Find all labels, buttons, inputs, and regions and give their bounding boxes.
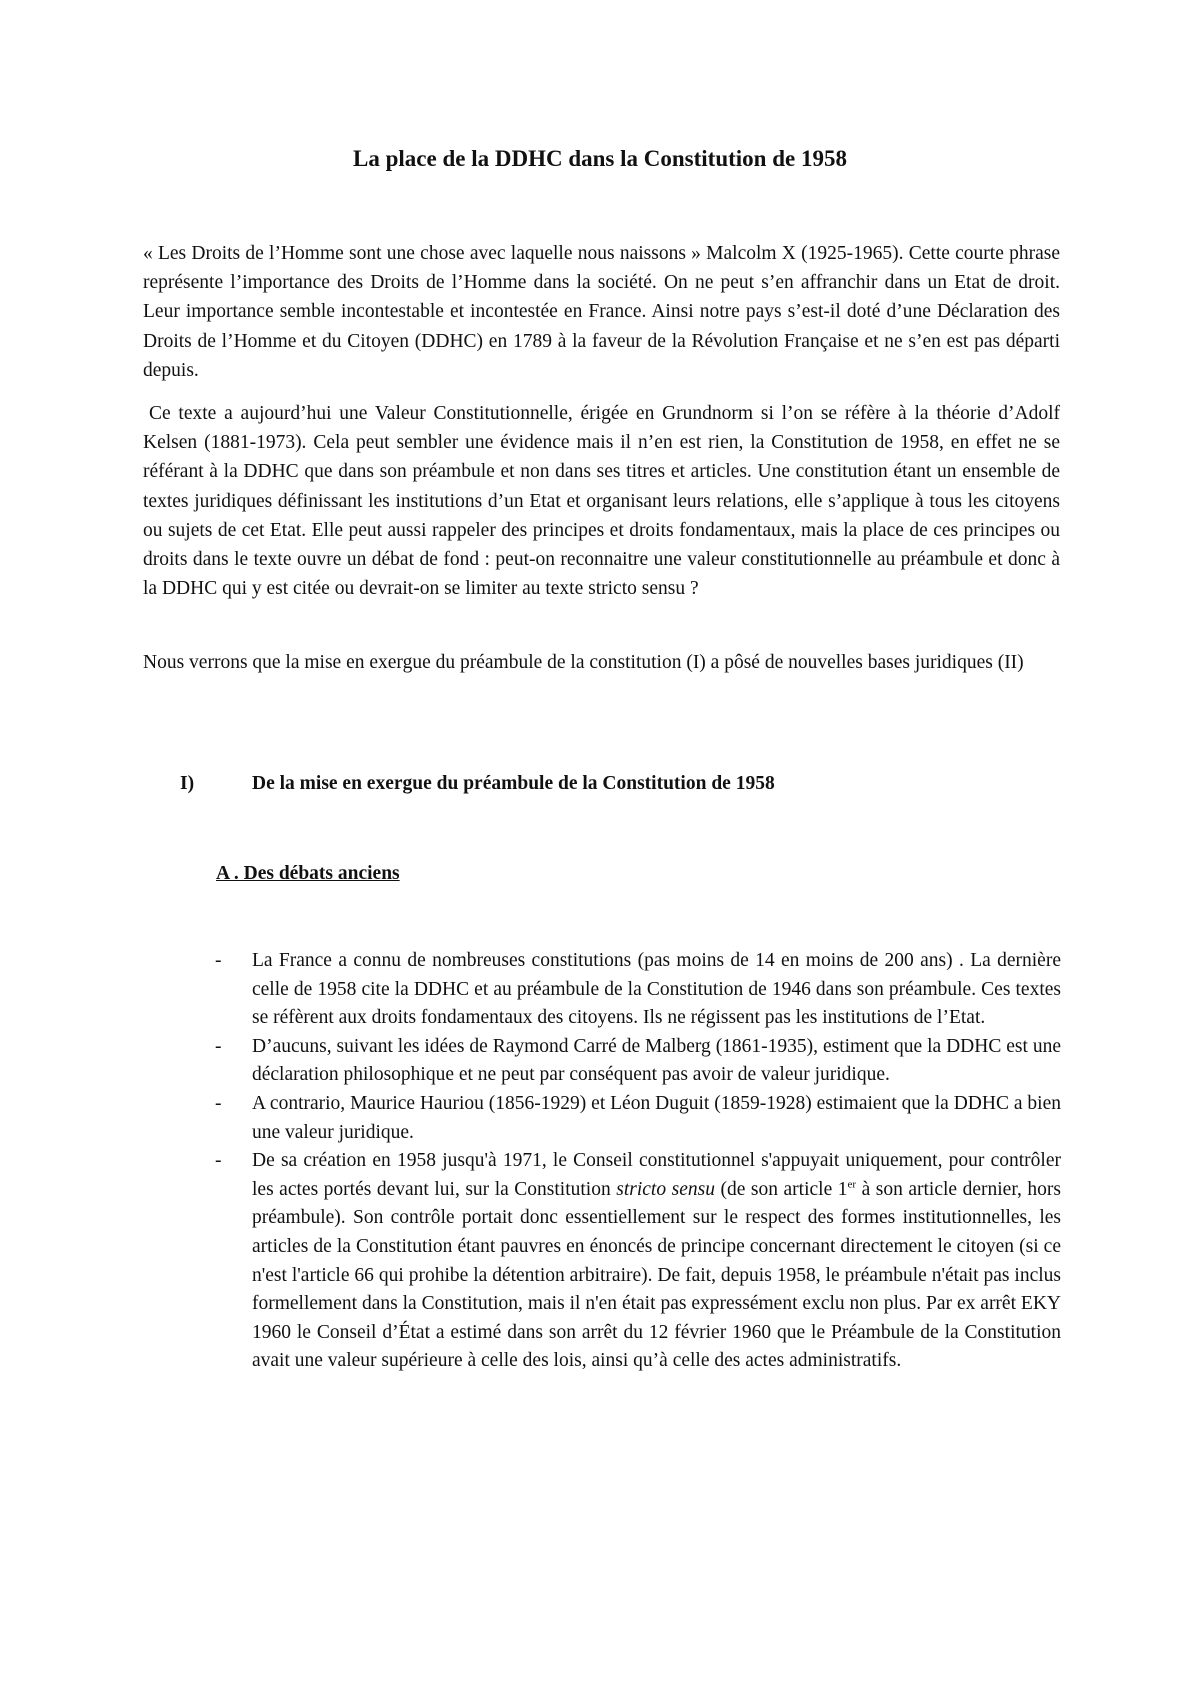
plan-paragraph: Nous verrons que la mise en exergue du préambule de la constitution (I) a pôsé de nouvelles bases juridiques (II) bbox=[143, 652, 1024, 673]
list-item-italic: stricto sensu bbox=[616, 1178, 715, 1200]
bullet-dash: - bbox=[215, 950, 222, 971]
list-item-superscript: er bbox=[847, 1178, 857, 1191]
list-item-text-part3: à son article dernier, hors préambule). Son contrôle portait donc essentiellement sur le respect des formes institutionnelles, les articles de la Constitution étant pauvres en énoncés de principe concernant directement le citoyen (si ce n'est l'article 66 qui prohibe la détention arbitraire). De fait, depuis 1958, le préambule n'était pas inclus formellement dans la Constitution, mais il n'en était pas expressément exclu non plus. Par ex arrêt EKY 1960 le Conseil d’État a estimé dans son arrêt du 12 février 1960 que le Préambule de la Constitution avait une valeur supérieure à celle des lois, ainsi qu’à celle des actes administratifs. bbox=[252, 1178, 1062, 1372]
list-item-text: A contrario, Maurice Hauriou (1856-1929) et Léon Duguit (1859-1928) estimaient que la DDHC a bien une valeur juridique. bbox=[252, 1092, 1061, 1143]
bullet-list bbox=[215, 947, 1061, 1376]
section-title: De la mise en exergue du préambule de la Constitution de 1958 bbox=[252, 773, 775, 794]
bullet-dash: - bbox=[215, 1150, 222, 1172]
list-item bbox=[215, 947, 1061, 1033]
section-number: I) bbox=[180, 773, 195, 794]
second-paragraph: Ce texte a aujourd’hui une Valeur Constitutionnelle, érigée en Grundnorm si l’on se réfère à la théorie d’Adolf Kelsen (1881-1973). Cela peut sembler une évidence mais il n’en est rien, la Constitution de 1958, en effet ne se référant à la DDHC que dans son préambule et non dans ses titres et articles. Une constitution étant un ensemble de textes juridiques définissant les institutions d’un Etat et organisant leurs relations, elle s’applique à tous les citoyens ou sujets de cet Etat. Elle peut aussi rappeler des principes et droits fondamentaux, mais la place de ces principes ou droits dans le texte ouvre un débat de fond : peut-on reconnaitre une valeur constitutionnelle au préambule et donc à la DDHC qui y est citée ou devrait-on se limiter au texte stricto sensu ? bbox=[143, 403, 1060, 600]
subsection-heading: A . Des débats anciens bbox=[216, 863, 400, 884]
list-item bbox=[215, 1090, 1061, 1147]
list-item-text-part1: De sa création en 1958 jusqu'à 1971, le Conseil constitutionnel s'appuyait uniquement, pour contrôler les actes portés devant lui, sur la Constitution bbox=[252, 1150, 1061, 1200]
intro-paragraph: « Les Droits de l’Homme sont une chose avec laquelle nous naissons » Malcolm X (1925-1965). Cette courte phrase représente l’importance des Droits de l’Homme dans la société. On ne peut s’en affranchir dans un Etat de droit. Leur importance semble incontestable et incontestée en France. Ainsi notre pays s’est-il doté d’une Déclaration des Droits de l’Homme et du Citoyen (DDHC) en 1789 à la faveur de la Révolution Française et ne s’en est pas départi depuis. bbox=[143, 243, 1060, 381]
list-item-text: La France a connu de nombreuses constitutions (pas moins de 14 en moins de 200 ans) . La dernière celle de 1958 cite la DDHC et au préambule de la Constitution de 1946 dans son préambule. Ces textes se réfèrent aux droits fondamentaux des citoyens. Ils ne régissent pas les institutions de l’Etat. bbox=[252, 950, 1061, 1029]
bullet-dash: - bbox=[215, 1092, 222, 1114]
bullet-dash: - bbox=[215, 1035, 222, 1057]
list-item-text: D’aucuns, suivant les idées de Raymond Carré de Malberg (1861-1935), estiment que la DDHC est une déclaration philosophique et ne peut par conséquent pas avoir de valeur juridique. bbox=[252, 1035, 1061, 1086]
list-item bbox=[215, 1033, 1061, 1090]
list-item bbox=[215, 1147, 1061, 1376]
document-title: La place de la DDHC dans la Constitution de 1958 bbox=[353, 146, 847, 171]
list-item-text-part2: (de son article 1 bbox=[720, 1178, 848, 1200]
section-heading bbox=[180, 770, 1080, 798]
